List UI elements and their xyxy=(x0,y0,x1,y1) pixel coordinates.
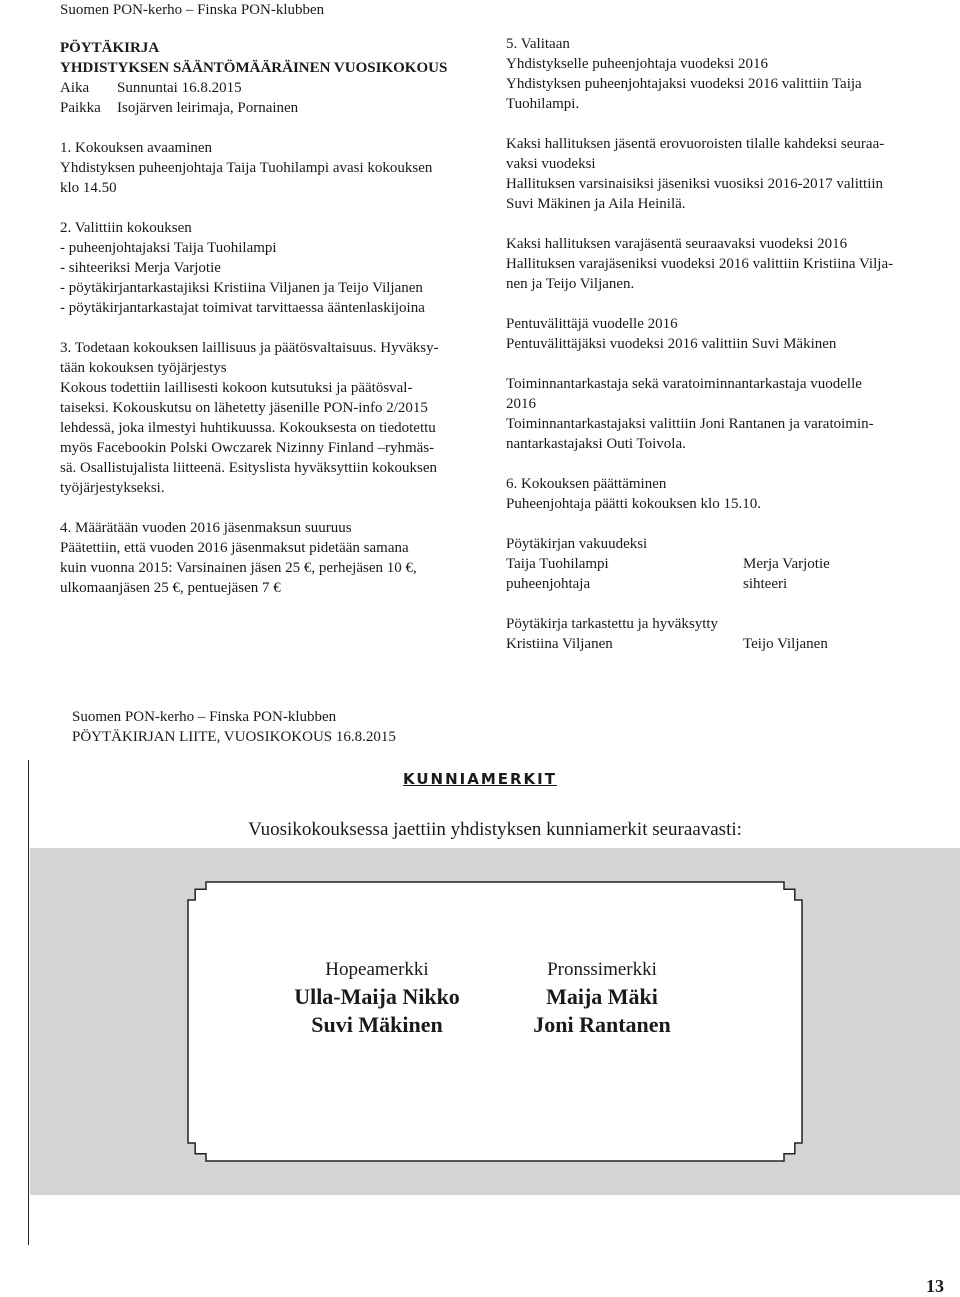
award-recipient: Joni Rantanen xyxy=(533,1012,671,1037)
page-number: 13 xyxy=(926,1276,944,1296)
right-section xyxy=(506,374,946,454)
running-header: Suomen PON-kerho – Finska PON-klubben xyxy=(60,2,325,18)
left-text-line: klo 14.50 xyxy=(60,180,117,196)
right-text-line: Toiminnantarkastaja sekä varatoiminnantarkastaja vuodelle xyxy=(506,376,862,392)
kunniamerkit-heading xyxy=(0,770,960,789)
left-text-line: - puheenjohtajaksi Taija Tuohilampi xyxy=(60,240,277,256)
right-text-line: Kaksi hallituksen jäsentä erovuoroisten tilalle kahdeksi seuraa- xyxy=(506,136,885,152)
left-text-line: 3. Todetaan kokouksen laillisuus ja päätösvaltaisuus. Hyväksy- xyxy=(60,340,439,356)
right-section xyxy=(506,234,946,294)
checked-label: Pöytäkirja tarkastettu ja hyväksytty xyxy=(506,616,719,632)
right-text-line: nantarkastajaksi Outi Toivola. xyxy=(506,436,686,452)
left-text-line: työjärjestykseksi. xyxy=(60,480,165,496)
time-value: Sunnuntai 16.8.2015 xyxy=(117,80,242,96)
left-text-line: Yhdistyksen puheenjohtaja Taija Tuohilampi avasi kokouksen xyxy=(60,160,433,176)
secretary-role: sihteeri xyxy=(743,576,788,592)
checker-2: Teijo Viljanen xyxy=(743,636,828,652)
appendix-club: Suomen PON-kerho – Finska PON-klubben xyxy=(72,709,337,725)
award-recipient: Suvi Mäkinen xyxy=(311,1012,443,1037)
left-text-line: - pöytäkirjantarkastajiksi Kristiina Viljanen ja Teijo Viljanen xyxy=(60,280,423,296)
award-kind: Hopeamerkki xyxy=(325,959,429,980)
right-text-line: Hallituksen varsinaisiksi jäseniksi vuosiksi 2016-2017 valittiin xyxy=(506,176,884,192)
right-section xyxy=(506,314,946,354)
right-section xyxy=(506,474,946,514)
left-text-line: tään kokouksen työjärjestys xyxy=(60,360,227,376)
appendix-header xyxy=(72,707,396,747)
chair-name: Taija Tuohilampi xyxy=(506,556,609,572)
certify-label: Pöytäkirjan vakuudeksi xyxy=(506,536,648,552)
left-text-line: sä. Osallistujalista liitteenä. Esityslista hyväksyttiin kokouksen xyxy=(60,460,438,476)
signature-roles-row xyxy=(506,574,946,594)
right-text-line: 5. Valitaan xyxy=(506,36,570,52)
minutes-title: PÖYTÄKIRJA xyxy=(60,40,160,56)
appendix-title: PÖYTÄKIRJAN LIITE, VUOSIKOKOUS 16.8.2015 xyxy=(72,729,396,745)
right-sections xyxy=(506,34,946,514)
left-sections xyxy=(60,138,480,598)
award-kind: Pronssimerkki xyxy=(547,959,657,980)
minutes-left-column xyxy=(60,38,480,598)
kunniamerkit-heading-text: KUNNIAMERKIT xyxy=(403,770,557,788)
left-section xyxy=(60,218,480,318)
left-text-line: lehdessä, joka ilmestyi huhtikuussa. Kokouksesta on tiedotettu xyxy=(60,420,436,436)
left-text-line: - sihteeriksi Merja Varjotie xyxy=(60,260,221,276)
certificate-frame xyxy=(30,848,960,1195)
secretary-name: Merja Varjotie xyxy=(743,556,830,572)
signature-block xyxy=(506,534,946,654)
left-text-line: ulkomaanjäsen 25 €, pentuejäsen 7 € xyxy=(60,580,281,596)
place-label: Paikka xyxy=(60,100,101,116)
right-text-line: vaksi vuodeksi xyxy=(506,156,596,172)
minutes-subtitle: YHDISTYKSEN SÄÄNTÖMÄÄRÄINEN VUOSIKOKOUS xyxy=(60,60,448,76)
left-text-line: Päätettiin, että vuoden 2016 jäsenmaksut pidetään samana xyxy=(60,540,409,556)
meeting-time xyxy=(60,78,480,98)
signature-names-row xyxy=(506,554,946,574)
right-section xyxy=(506,134,946,214)
left-section xyxy=(60,338,480,498)
meeting-place xyxy=(60,98,480,118)
left-text-line: taiseksi. Kokouskutsu on lähetetty jäsenille PON-info 2/2015 xyxy=(60,400,428,416)
right-section xyxy=(506,34,946,114)
right-text-line: Pentuvälittäjä vuodelle 2016 xyxy=(506,316,678,332)
right-text-line: Puheenjohtaja päätti kokouksen klo 15.10. xyxy=(506,496,761,512)
left-text-line: 1. Kokouksen avaaminen xyxy=(60,140,213,156)
minutes-right-column xyxy=(506,34,946,654)
right-text-line: Hallituksen varajäseniksi vuodeksi 2016 valittiin Kristiina Vilja- xyxy=(506,256,894,272)
right-text-line: Yhdistyksen puheenjohtajaksi vuodeksi 2016 valittiin Taija xyxy=(506,76,862,92)
awards-panel xyxy=(30,848,960,1195)
left-text-line: kuin vuonna 2015: Varsinainen jäsen 25 €, perhejäsen 10 €, xyxy=(60,560,417,576)
right-text-line: Suvi Mäkinen ja Aila Heinilä. xyxy=(506,196,686,212)
right-text-line: Tuohilampi. xyxy=(506,96,580,112)
checker-row xyxy=(506,634,946,654)
left-text-line: myös Facebookin Polski Owczarek Nizinny Finland –ryhmäs- xyxy=(60,440,435,456)
right-text-line: nen ja Teijo Viljanen. xyxy=(506,276,635,292)
award-recipient: Maija Mäki xyxy=(546,984,658,1009)
chair-role: puheenjohtaja xyxy=(506,576,591,592)
left-text-line: 2. Valittiin kokouksen xyxy=(60,220,192,236)
right-text-line: 6. Kokouksen päättäminen xyxy=(506,476,667,492)
award-recipient: Ulla-Maija Nikko xyxy=(294,984,460,1009)
place-value: Isojärven leirimaja, Pornainen xyxy=(117,100,299,116)
award-group xyxy=(502,957,702,1039)
award-group xyxy=(277,957,477,1039)
kunniamerkit-intro: Vuosikokouksessa jaettiin yhdistyksen kunniamerkit seuraavasti: xyxy=(248,819,742,840)
right-text-line: Toiminnantarkastajaksi valittiin Joni Rantanen ja varatoimin- xyxy=(506,416,874,432)
left-section xyxy=(60,138,480,198)
right-text-line: Yhdistykselle puheenjohtaja vuodeksi 2016 xyxy=(506,56,769,72)
time-label: Aika xyxy=(60,80,90,96)
right-text-line: Pentuvälittäjäksi vuodeksi 2016 valittiin Suvi Mäkinen xyxy=(506,336,837,352)
left-text-line: - pöytäkirjantarkastajat toimivat tarvittaessa ääntenlaskijoina xyxy=(60,300,425,316)
left-section xyxy=(60,518,480,598)
checker-1: Kristiina Viljanen xyxy=(506,636,613,652)
right-text-line: Kaksi hallituksen varajäsentä seuraavaksi vuodeksi 2016 xyxy=(506,236,848,252)
left-text-line: 4. Määrätään vuoden 2016 jäsenmaksun suuruus xyxy=(60,520,352,536)
right-text-line: 2016 xyxy=(506,396,536,412)
left-text-line: Kokous todettiin laillisesti kokoon kutsutuksi ja päätösval- xyxy=(60,380,413,396)
